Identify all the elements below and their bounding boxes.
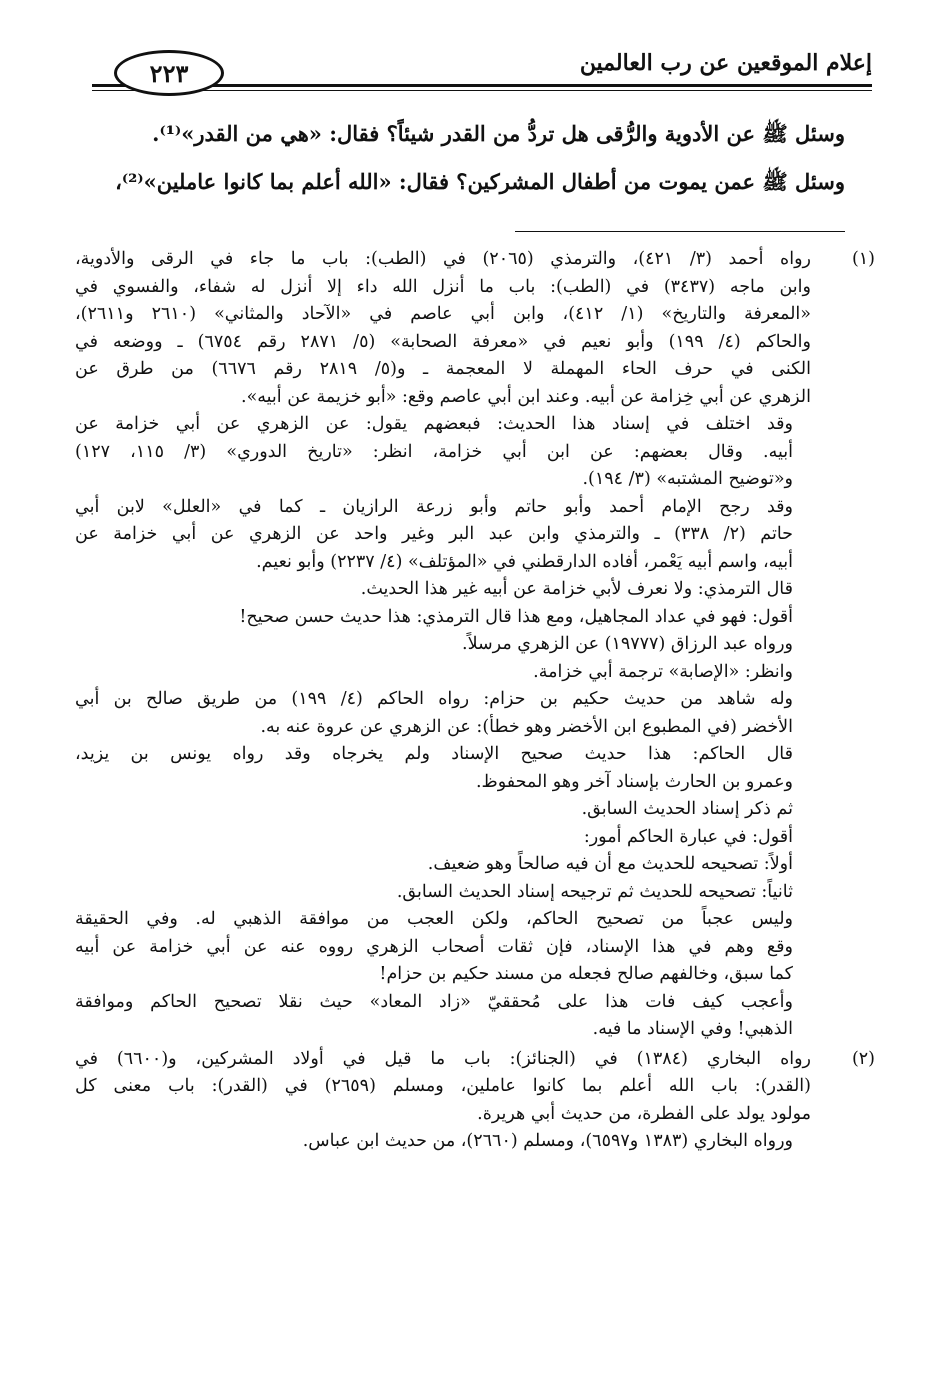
footnote-line: ورواه عبد الرزاق (١٩٧٧٧) عن الزهري مرسلاً. <box>462 634 793 654</box>
footnote-paragraph <box>75 906 811 989</box>
footnote-line: قال الترمذي: ولا نعرف لأبي خزامة عن أبيه غير هذا الحديث. <box>360 579 793 599</box>
footnote-line: كما سبق، وخالفهم صالح فجعله من مسند حكيم بن حزام! <box>379 964 793 984</box>
footnote-line: (القدر): باب الله أعلم بما كانوا عاملين، ومسلم (٢٦٥٩) في (القدر): باب معنى كل <box>75 1076 811 1096</box>
footnote-paragraph <box>75 686 811 741</box>
footnote-line: وله شاهد من حديث حكيم بن حزام: رواه الحاكم (٤/ ١٩٩) من طريق صالح بن أبي <box>75 689 793 709</box>
footnote-line: أقول: فهو في عداد المجاهيل، ومع هذا قال الترمذي: هذا حديث حسن صحيح! <box>239 606 793 627</box>
footnote-separator <box>515 231 845 232</box>
footnote-number: (٢) <box>851 1048 875 1069</box>
running-title: إعلام الموقعين عن رب العالمين <box>579 50 872 76</box>
footnote-line: قال الحاكم: هذا حديث صحيح الإسناد ولم يخرجاه وقد رواه يونس بن يزيد، <box>75 744 793 764</box>
footnotes <box>75 246 875 1156</box>
footnote-1 <box>75 246 875 1044</box>
footnote-line: الأخضر (في المطبوع ابن الأخضر وهو خطأ): عن الزهري عن عروة عنه به. <box>260 716 793 737</box>
footnote-line: الذهبي! وفي الإسناد ما فيه. <box>592 1019 793 1039</box>
footnote-line: ورواه البخاري (١٣٨٣ و٦٥٩٧)، ومسلم (٢٦٦٠)، من حديث ابن عباس. <box>302 1131 793 1151</box>
footnote-line: الزهري عن أبي خِزامة عن أبيه. وعند ابن أبي عاصم وقع: «أبو خزيمة عن أبيه». <box>241 386 811 407</box>
footnote-paragraph <box>75 1046 811 1129</box>
footnote-paragraph <box>75 494 811 577</box>
footnote-paragraph <box>75 411 811 494</box>
footnote-line: وليس عجباً من تصحيح الحاكم، ولكن العجب من موافقة الذهبي له. وفي الحقيقة <box>75 909 793 929</box>
footnote-line: وأعجب كيف فات هذا على مُحققيّ «زاد المعاد» حيث نقلا تصحيح الحاكم وموافقة <box>75 991 793 1012</box>
footnote-line: رواه أحمد (٣/ ٤٢١)، والترمذي (٢٠٦٥) في (الطب): باب ما جاء في الرقى والأدوية، <box>75 249 811 269</box>
page-number: ٢٢٣ <box>149 58 189 88</box>
footnote-paragraph <box>75 989 811 1044</box>
footnote-paragraph <box>75 879 811 907</box>
footnote-line: وابن ماجه (٣٤٣٧) في (الطب): باب ما أنزل الله داء إلا أنزل له شفاء، والفسوي في <box>75 276 811 297</box>
footnote-line: مولود يولد على الفطرة، من حديث أبي هريرة. <box>477 1103 811 1124</box>
footnote-line: والحاكم (٤/ ١٩٩) وأبو نعيم في «معرفة الصحابة» (٥/ ٢٨٧١ رقم ٦٧٥٤) ـ ووضعه في <box>75 331 811 352</box>
footnote-line: أبيه. وقال بعضهم: عن ابن أبي خزامة، انظر: «تاريخ الدوري» (٣/ ١١٥، ١٢٧) <box>75 441 793 462</box>
main-line: وسئل ﷺ عن الأدوية والرُّقى هل تردُّ من القدر شيئاً؟ فقال: «هي من القدر»⁽¹⁾. <box>152 121 845 146</box>
footnote-line: أقول: في عبارة الحاكم أمور: <box>583 826 793 847</box>
footnote-line: الكنى في حرف الحاء المهملة لا المعجمة ـ و(٥/ ٢٨١٩ رقم ٦٦٧٦) من طرق عن <box>75 359 812 379</box>
footnote-paragraph <box>75 741 811 796</box>
footnote-line: وعمرو بن الحارث بإسناد آخر وهو المحفوظ. <box>475 771 793 792</box>
main-line: وسئل ﷺ عمن يموت من أطفال المشركين؟ فقال: «الله أعلم بما كانوا عاملين»⁽²⁾، <box>115 169 845 194</box>
footnote-paragraph <box>75 1128 811 1156</box>
footnote-number: (١) <box>851 249 875 269</box>
footnote-line: ثانياً: تصحيحه للحديث ثم ترجيحه إسناد الحديث السابق. <box>396 881 793 902</box>
footnote-line: و«توضيح المشتبه» (٣/ ١٩٤). <box>582 469 793 489</box>
footnote-paragraph <box>75 576 811 604</box>
footnote-2 <box>75 1046 875 1156</box>
footnote-line: ثم ذكر إسناد الحديث السابق. <box>581 799 793 819</box>
footnote-line: رواه البخاري (١٣٨٤) في (الجنائز): باب ما قيل في أولاد المشركين، و(٦٦٠٠) في <box>75 1048 811 1069</box>
footnote-line: وقع وهم في هذا الإسناد، فإن ثقات أصحاب الزهري رووه عنه عن أبي خزامة عن أبيه <box>75 936 793 957</box>
footnote-paragraph <box>75 824 811 852</box>
header-rule-thin <box>92 90 872 91</box>
footnote-paragraph <box>75 659 811 687</box>
footnote-line: «المعرفة والتاريخ» (١/ ٤١٢)، وابن أبي عاصم في «الآحاد والمثاني» (٢٦١٠ و٢٦١١)، <box>75 304 812 324</box>
page-number-oval <box>114 50 224 96</box>
footnote-line: وقد اختلف في إسناد هذا الحديث: فبعضهم يقول: عن الزهري عن أبي خزامة عن <box>75 414 793 434</box>
footnote-paragraph <box>75 796 811 824</box>
footnote-paragraph <box>75 851 811 879</box>
footnote-paragraph <box>75 246 811 411</box>
page-header <box>92 40 872 96</box>
main-text <box>65 110 845 206</box>
footnote-line: أولاً: تصحيحه للحديث مع أن فيه صالحاً وهو ضعيف. <box>427 854 793 874</box>
footnote-line: وانظر: «الإصابة» ترجمة أبي خزامة. <box>533 661 793 682</box>
footnote-line: أبيه، واسم أبيه يَعْمر، أفاده الدارقطني في «المؤتلف» (٤/ ٢٢٣٧) وأبو نعيم. <box>256 551 793 572</box>
footnote-paragraph <box>75 604 811 659</box>
footnote-line: وقد رجح الإمام أحمد وأبو حاتم وأبو زرعة الرازيان ـ كما في «العلل» لابن أبي <box>75 496 793 517</box>
footnote-line: حاتم (٢/ ٣٣٨) ـ والترمذي وابن عبد البر وغير واحد عن الزهري عن أبي خزامة عن <box>75 524 793 544</box>
